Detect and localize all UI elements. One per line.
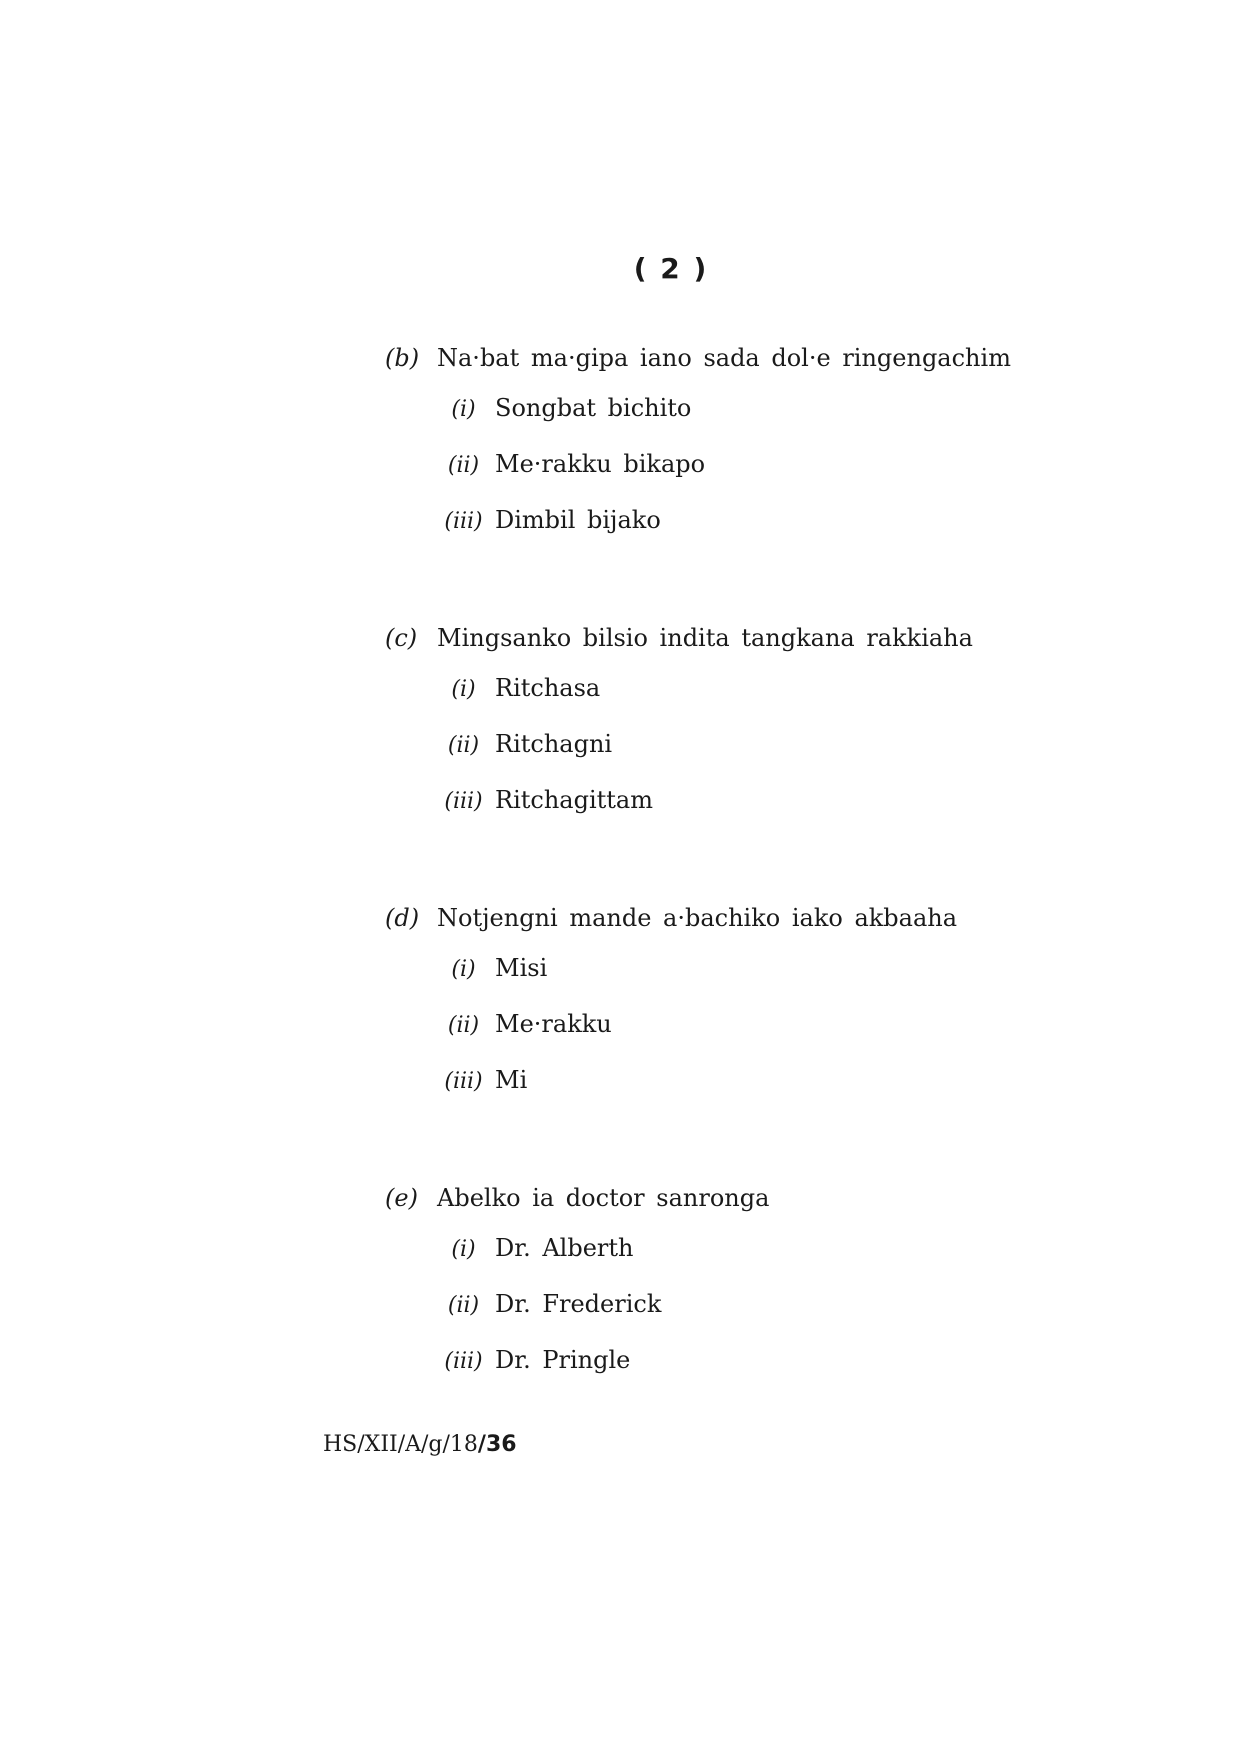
page-number: ( 2 ) — [633, 252, 709, 285]
question-text: Mingsanko bilsio indita tangkana rakkiaha — [437, 624, 973, 652]
option-item — [385, 954, 957, 1010]
option-text: Ritchasa — [495, 674, 601, 702]
option-item — [385, 1346, 769, 1402]
option-text: Songbat bichito — [495, 394, 692, 422]
question-text: Abelko ia doctor sanronga — [437, 1184, 770, 1212]
option-item — [385, 506, 1011, 562]
question-d — [385, 904, 957, 1122]
option-label: (i) — [451, 677, 476, 702]
option-label: (iii) — [444, 789, 483, 814]
question-label: (c) — [385, 624, 418, 652]
option-text: Dr. Alberth — [495, 1234, 634, 1262]
question-e — [385, 1184, 769, 1402]
question-head — [385, 904, 957, 932]
question-label: (e) — [385, 1184, 418, 1212]
option-text: Dr. Pringle — [495, 1346, 631, 1374]
question-text: Na·bat ma·gipa iano sada dol·e ringengachim — [437, 344, 1011, 372]
option-item — [385, 450, 1011, 506]
option-item — [385, 394, 1011, 450]
option-label: (ii) — [447, 1293, 480, 1318]
option-text: Misi — [495, 954, 548, 982]
option-item — [385, 1010, 957, 1066]
footer-code-number: /36 — [477, 1432, 517, 1457]
option-item — [385, 1066, 957, 1122]
question-head — [385, 344, 1011, 372]
question-head — [385, 1184, 769, 1212]
option-text: Me·rakku bikapo — [495, 450, 706, 478]
option-label: (i) — [451, 957, 476, 982]
question-label: (d) — [385, 904, 420, 932]
option-text: Dimbil bijako — [495, 506, 661, 534]
option-list — [385, 674, 973, 842]
option-label: (i) — [451, 1237, 476, 1262]
option-label: (iii) — [444, 1069, 483, 1094]
footer-code — [323, 1432, 517, 1457]
option-label: (ii) — [447, 453, 480, 478]
option-item — [385, 1234, 769, 1290]
question-text: Notjengni mande a·bachiko iako akbaaha — [437, 904, 958, 932]
option-item — [385, 1290, 769, 1346]
option-item — [385, 786, 973, 842]
option-text: Ritchagni — [495, 730, 613, 758]
question-c — [385, 624, 973, 842]
option-label: (iii) — [444, 509, 483, 534]
option-text: Mi — [495, 1066, 528, 1094]
option-text: Ritchagittam — [495, 786, 653, 814]
option-text: Me·rakku — [495, 1010, 612, 1038]
option-list — [385, 954, 957, 1122]
footer-code-text: HS/XII/A/g/18 — [323, 1432, 478, 1457]
option-text: Dr. Frederick — [495, 1290, 662, 1318]
option-list — [385, 1234, 769, 1402]
question-head — [385, 624, 973, 652]
option-list — [385, 394, 1011, 562]
option-label: (ii) — [447, 733, 480, 758]
option-label: (ii) — [447, 1013, 480, 1038]
question-label: (b) — [385, 344, 420, 372]
option-item — [385, 730, 973, 786]
question-b — [385, 344, 1011, 562]
option-label: (i) — [451, 397, 476, 422]
option-label: (iii) — [444, 1349, 483, 1374]
option-item — [385, 674, 973, 730]
